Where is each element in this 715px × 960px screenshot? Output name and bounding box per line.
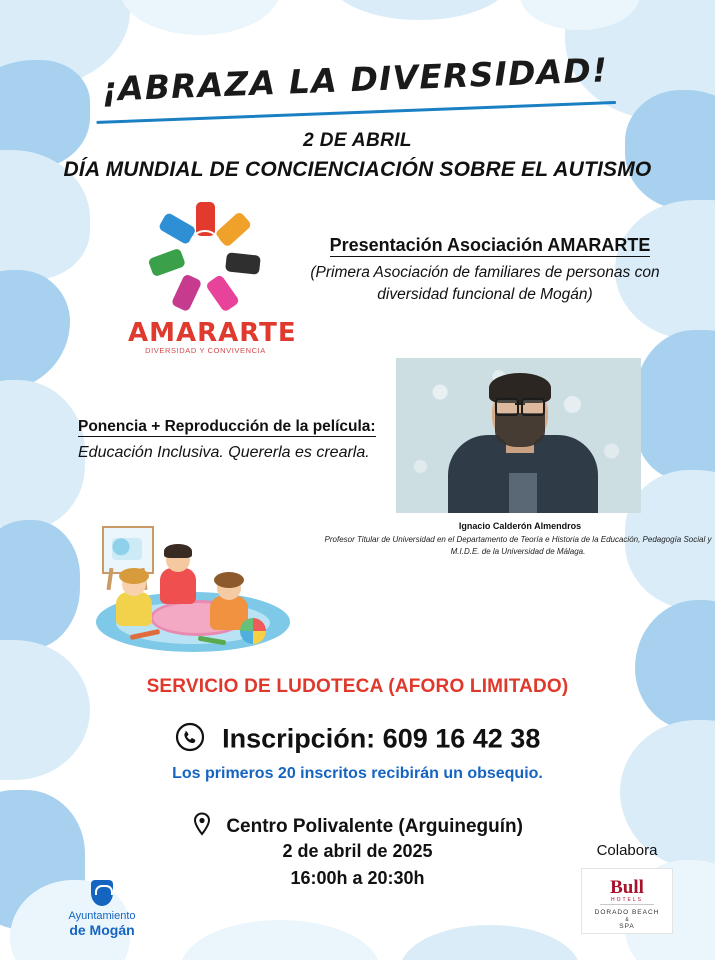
location-pin-icon	[192, 812, 212, 842]
city-hall-line1: Ayuntamiento	[68, 910, 136, 922]
city-hall-logo	[42, 880, 162, 944]
crown-shield-icon	[91, 880, 113, 906]
kids-illustration	[88, 520, 298, 655]
ludoteca-notice: SERVICIO DE LUDOTECA (AFORO LIMITADO)	[146, 676, 569, 697]
bull-logo-line3: SPA	[619, 923, 635, 930]
child-figure	[156, 542, 200, 604]
speaker-photo	[396, 358, 641, 513]
event-hours-text: 16:00h a 20:30h	[290, 868, 425, 888]
bull-logo-line1: DORADO BEACH	[594, 909, 660, 916]
ball-icon	[240, 618, 266, 644]
amararte-logo-subtitle: DIVERSIDAD Y CONVIVENCIA	[145, 346, 266, 355]
amararte-logo-name: AMARARTE	[128, 318, 297, 348]
city-hall-line2: de Mogán	[69, 922, 135, 938]
headline-text: ¡ABRAZA LA DIVERSIDAD!	[101, 50, 609, 109]
photo-beard	[495, 413, 545, 447]
photo-shirt	[509, 473, 537, 513]
talk-heading	[78, 418, 408, 436]
bull-logo-name: Bull	[610, 877, 644, 898]
amararte-logo	[128, 200, 297, 360]
hands-circle-icon	[138, 200, 273, 320]
talk-film-title: Educación Inclusiva. Quererla es crearla.	[78, 444, 370, 461]
event-date-heading: 2 DE ABRIL	[303, 130, 412, 151]
child-figure	[112, 568, 156, 626]
speaker-name: Ignacio Calderón Almendros	[458, 521, 582, 531]
presentation-title	[290, 235, 690, 256]
venue-text: Centro Polivalente (Arguineguín)	[226, 816, 523, 838]
glasses-icon	[495, 398, 545, 413]
bull-hotels-logo	[581, 868, 673, 934]
bull-logo-divider	[600, 904, 654, 905]
venue-line	[0, 812, 715, 842]
registration-line	[0, 722, 715, 759]
speaker-description: Profesor Titular de Universidad en el Departamento de Teoría e Historia de la Educación, Pedagogía Social y M.I.D.E. de la Universidad de Málaga.	[324, 535, 712, 556]
presentation-title-text: Presentación Asociación AMARARTE	[329, 235, 651, 255]
registration-text: Inscripción: 609 16 42 38	[222, 723, 541, 754]
bull-logo-line2: &	[625, 917, 629, 923]
talk-heading-text: Ponencia + Reproducción de la película:	[78, 418, 376, 435]
event-date-text: 2 de abril de 2025	[282, 841, 433, 861]
presentation-subtitle: (Primera Asociación de familiares de personas con diversidad funcional de Mogán)	[310, 264, 660, 304]
headline-banner	[94, 30, 617, 130]
collaborator-label: Colabora	[596, 842, 658, 859]
bull-logo-sub: HOTELS	[610, 897, 643, 903]
event-title-heading: DÍA MUNDIAL DE CONCIENCIACIÓN SOBRE EL AUTISMO	[63, 158, 652, 181]
gift-note: Los primeros 20 inscritos recibirán un obsequio.	[172, 765, 543, 782]
phone-icon	[175, 722, 205, 759]
